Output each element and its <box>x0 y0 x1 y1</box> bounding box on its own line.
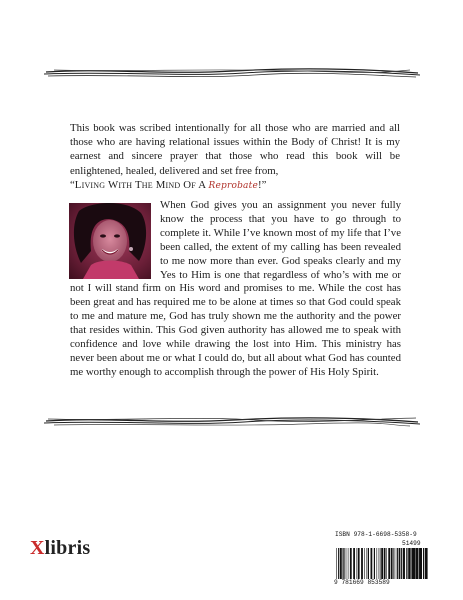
barcode-bar <box>346 548 347 579</box>
barcode-bar <box>368 548 369 579</box>
barcode-bar <box>377 548 378 579</box>
book-title-quote: Living With The Mind Of A <box>74 178 209 191</box>
barcode-bar <box>393 548 394 579</box>
barcode-bar <box>406 548 407 579</box>
logo-x: X <box>30 537 45 559</box>
price-code: 51499 <box>402 540 421 547</box>
intro-text: This book was scribed intentionally for all those who are married and all those who are having relational issues within the Body of Christ! It is my earnest and sincere prayer that those who read this book will be enlightened, healed, delivered and set free from, <box>70 122 400 177</box>
barcode-bar <box>374 548 375 579</box>
xlibris-logo <box>30 537 90 560</box>
barcode-bar <box>338 548 339 579</box>
barcode-bar <box>371 548 373 579</box>
barcode-bar <box>340 548 342 579</box>
barcode-bar <box>379 548 380 579</box>
barcode-bar <box>336 548 337 579</box>
barcode-digits <box>334 579 390 586</box>
bio-text: When God gives you an assignment you never fully know the process that you have to go through to complete it. While I’ve known most of my life that I’ve been called, the extent of my calling has been revealed to me now more than ever. God speaks clearly and my Yes to Him is one that regardless of who’s with me or not I will stand firm on His word and promises to me. While the cost has been great and has required me to be alone at times so that God could speak to me and mature me, God has truly shown me the authority and the power that resides within. This God given authority has allowed me to speak with confidence and love while drawing the lost into Him. This ministry has never been about me or what I could do, but all about what God has counted me worthy enough to accomplish through the power of His Holy Spirit. <box>70 199 401 378</box>
barcode-bar <box>358 548 360 579</box>
barcode-bar <box>384 548 386 579</box>
isbn-label: ISBN 978-1-6698-5358-9 <box>335 531 417 538</box>
barcode-bar <box>386 548 387 579</box>
barcode-bar <box>361 548 363 579</box>
intro-paragraph <box>70 121 400 193</box>
price-barcode-bars <box>402 548 429 579</box>
barcode-bar <box>425 548 427 579</box>
reprobate-word: Reprobate <box>208 180 258 191</box>
barcode-bar <box>357 548 358 579</box>
barcode-bar <box>399 548 401 579</box>
author-bio-paragraph <box>70 199 401 380</box>
barcode-bar <box>421 548 422 579</box>
barcode-bar <box>416 548 417 579</box>
barcode-digit-first: 9 <box>334 579 338 586</box>
barcode-bar <box>381 548 383 579</box>
barcode-digits-left: 781669 <box>341 579 364 586</box>
intro-quote-close: !” <box>257 178 267 191</box>
barcode-digits-right: 853589 <box>367 579 390 586</box>
barcode-bar <box>367 548 368 579</box>
barcode-bar <box>408 548 409 579</box>
barcode-bar <box>410 548 411 579</box>
barcode-bar <box>388 548 390 579</box>
barcode-bar <box>353 548 355 579</box>
intro-quote-open: “ <box>70 178 75 191</box>
barcode-bar <box>350 548 352 579</box>
bottom-decorative-rule <box>44 414 420 428</box>
top-decorative-rule <box>44 66 420 80</box>
barcode-bar <box>364 548 365 579</box>
barcode-bar <box>424 548 425 579</box>
barcode-bar <box>380 548 381 579</box>
barcode-bar <box>348 548 349 579</box>
barcode-bar <box>395 548 396 579</box>
logo-text: libris <box>44 537 91 559</box>
barcode-bar <box>414 548 416 579</box>
barcode-bar <box>403 548 405 579</box>
barcode-bar <box>411 548 412 579</box>
barcode-bar <box>391 548 393 579</box>
barcode-bar <box>344 548 345 579</box>
barcode-bar <box>397 548 398 579</box>
barcode-bar <box>419 548 420 579</box>
barcode-bar <box>343 548 344 579</box>
photo-spacer <box>70 199 160 281</box>
